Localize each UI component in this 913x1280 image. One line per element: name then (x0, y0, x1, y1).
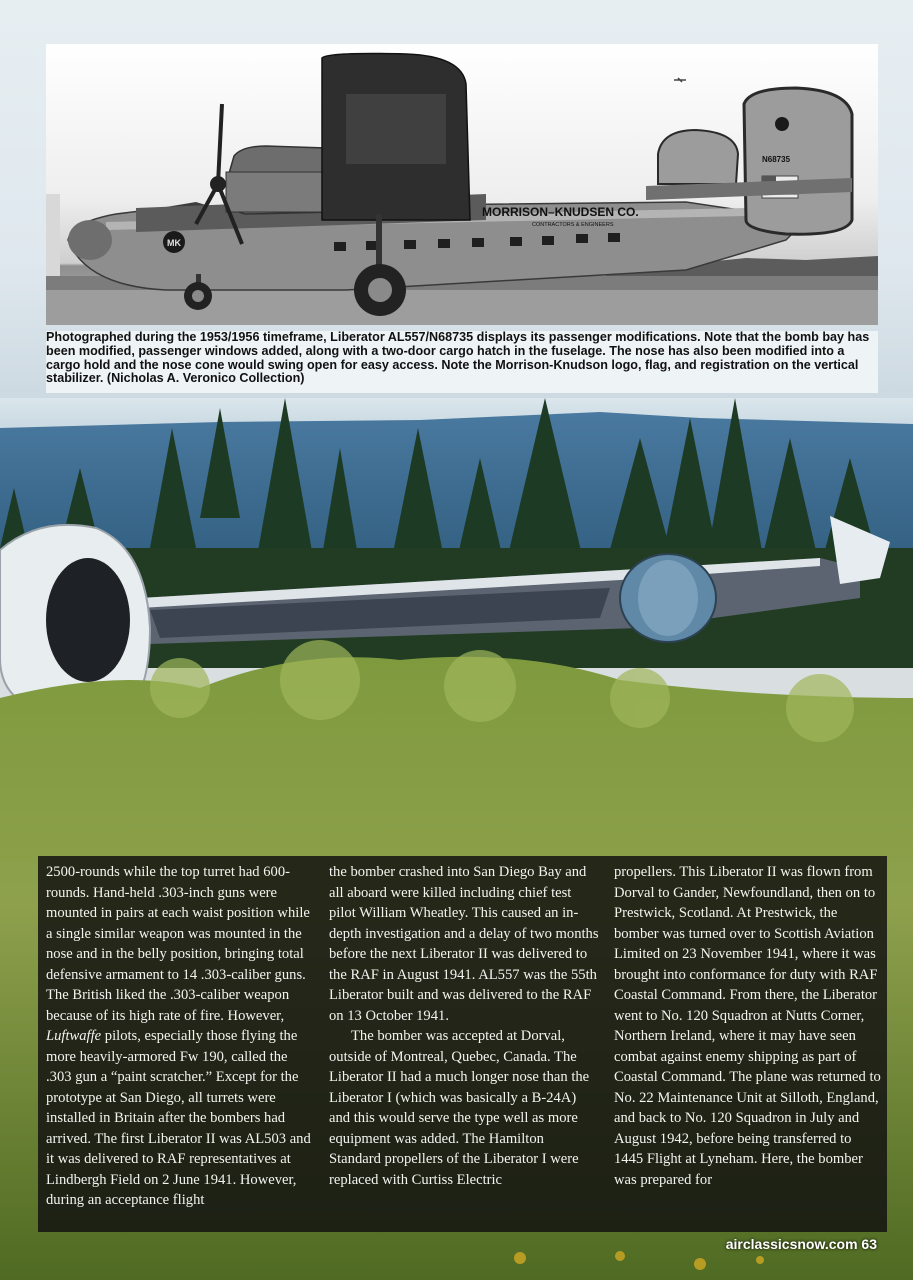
body-column-1 (46, 862, 316, 1211)
column-1-paragraph (46, 862, 316, 1211)
mk-logo: MK (167, 238, 181, 248)
column-1-text-a: 2500-rounds while the top turret had 600-rounds. Hand-held .303-inch guns were mounted in pairs at each waist position while a single similar weapon was mounted in the nose and in the belly position, bringing total defensive armament to 14 .303-caliber guns. The British liked the .303-caliber weapon because of its high rate of fire. However, (46, 864, 310, 1024)
fin-registration: N68735 (762, 155, 791, 164)
column-3-paragraph: propellers. This Liberator II was flown from Dorval to Gander, Newfoundland, then on to Prestwick, Scotland. At Prestwick, the bomber was turned over to Scottish Aviation Limited on 23 November 1941, where it was brought into conformance for duty with RAF Coastal Command. From there, the Liberator went to No. 120 Squadron at Nutts Corner, Northern Ireland, where it may have seen combat against enemy shipping as part of Coastal Command. The plane was returned to No. 22 Maintenance Unit at Silloth, England, and back to No. 120 Squadron in July and August 1942, before being transferred to 1445 Flight at Lyneham. Here, the bomber was prepared for (614, 864, 881, 1188)
column-2-paragraph-1: the bomber crashed into San Diego Bay and all aboard were killed including chief test pilot William Wheatley. This caused an in-depth investigation and a delay of two months before the next Liberator II was delivered to the RAF in August 1941. AL557 was the 55th Liberator built and was delivered to the RAF on 13 October 1941. (329, 864, 599, 1024)
page-folio (726, 1236, 877, 1252)
column-2-paragraph-2: The bomber was accepted at Dorval, outside of Montreal, Quebec, Canada. The Liberator II had a much longer nose than the Liberator I (which was basically a B-24A) and this would serve the type well as more equipment was added. The Hamilton Standard propellers of the Liberator I were replaced with Curtiss Electric (329, 1028, 590, 1188)
body-column-3 (614, 862, 884, 1190)
luftwaffe-italic: Luftwaffe (46, 1028, 102, 1044)
liberator-aircraft-illustration (46, 44, 878, 325)
folio-site[interactable]: airclassicsnow.com (725, 1236, 858, 1252)
company-sub-lettering: CONTRACTORS & ENGINEERS (532, 222, 614, 228)
body-column-2 (329, 862, 599, 1190)
liberator-passenger-photo (46, 44, 878, 325)
photo-caption: Photographed during the 1953/1956 timeframe, Liberator AL557/N68735 displays its passenger modifications. Note that the bomb bay has been modified, passenger windows added, along with a two-door cargo hatch in the fuselage. The nose has also been modified into a cargo hold and the nose cone would swing open for easy access. Note the Morrison-Knudson logo, flag, and registration on the vertical stabilizer. (Nicholas A. Veronico Collection) (46, 331, 878, 393)
column-1-text-b: pilots, especially those flying the more heavily-armored Fw 190, called the .303 gun a “paint scratcher.” Except for the prototype at San Diego, all turrets were installed in Britain after the bombers had arrived. The first Liberator II was AL503 and it was delivered to RAF representatives at Lindbergh Field on 2 June 1941. However, during an acceptance flight (46, 1028, 311, 1208)
company-lettering: MORRISON–KNUDSEN CO. (482, 205, 639, 219)
article-body (38, 856, 887, 1232)
folio-page-number: 63 (861, 1236, 877, 1252)
